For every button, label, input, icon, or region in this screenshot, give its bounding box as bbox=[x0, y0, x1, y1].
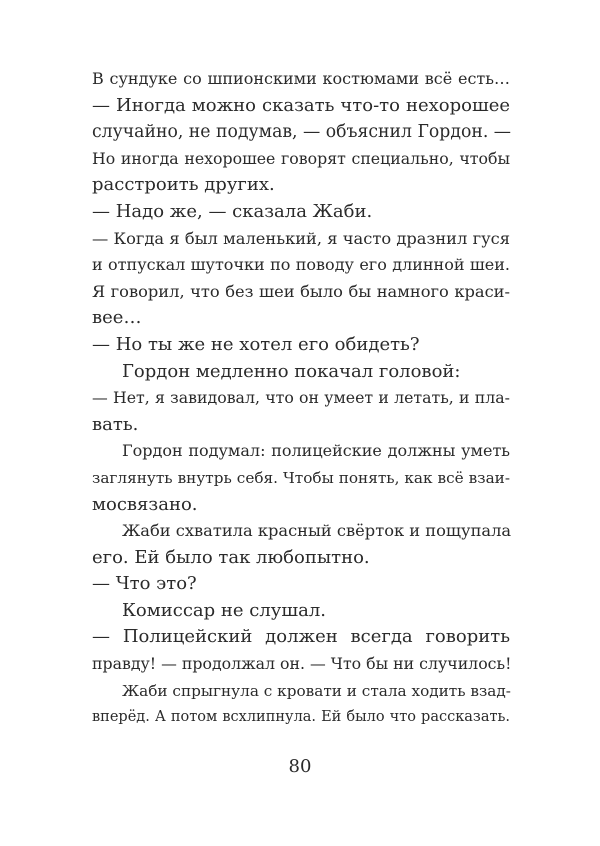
text-line: — Иногда можно сказать что-то нехорошее bbox=[92, 94, 510, 116]
text-line: В сундуке со шпионскими костюмами всё есть… bbox=[92, 69, 510, 88]
text-line: — Но ты же не хотел его обидеть? bbox=[92, 333, 420, 355]
text-line: Гордон подумал: полицейские должны уметь bbox=[122, 441, 510, 461]
text-line: заглянуть внутрь себя. Чтобы понять, как всё взаи- bbox=[92, 468, 510, 487]
text-line: Но иногда нехорошее говорят специально, чтобы bbox=[92, 148, 510, 168]
text-line: — Надо же, — сказала Жаби. bbox=[92, 200, 373, 222]
page-number: 80 bbox=[288, 756, 312, 777]
text-line: Я говорил, что без шеи было бы намного краси- bbox=[92, 281, 510, 301]
text-line: мосвязано. bbox=[92, 493, 198, 515]
text-line: правду! — продолжал он. — Что бы ни случилось! bbox=[92, 654, 512, 674]
text-line: — Нет, я завидовал, что он умеет и летать, и пла- bbox=[92, 388, 510, 408]
text-line: его. Ей было так любопытно. bbox=[92, 546, 370, 568]
text-line: расстроить других. bbox=[92, 174, 275, 196]
text-line: вперёд. А потом всхлипнула. Ей было что рассказать. bbox=[92, 709, 510, 726]
text-line: случайно, не подумав, — объяснил Гордон. — bbox=[92, 122, 512, 143]
text-line: Комиссар не слушал. bbox=[122, 599, 327, 621]
text-line: Жаби спрыгнула с кровати и стала ходить взад- bbox=[122, 681, 511, 700]
text-line: Жаби схватила красный свёрток и пощупала bbox=[122, 521, 512, 541]
text-line: и отпускал шуточки по поводу его длинной шеи. bbox=[92, 255, 510, 275]
text-line: — Когда я был маленький, я часто дразнил гуся bbox=[92, 228, 510, 248]
text-line: вать. bbox=[92, 413, 139, 435]
text-line: вее… bbox=[92, 307, 142, 329]
text-line: Гордон медленно покачал головой: bbox=[122, 360, 461, 382]
page-text bbox=[92, 66, 510, 731]
text-line: — Что это? bbox=[92, 573, 197, 595]
text-line: — Полицейский должен всегда говорить bbox=[92, 626, 510, 648]
